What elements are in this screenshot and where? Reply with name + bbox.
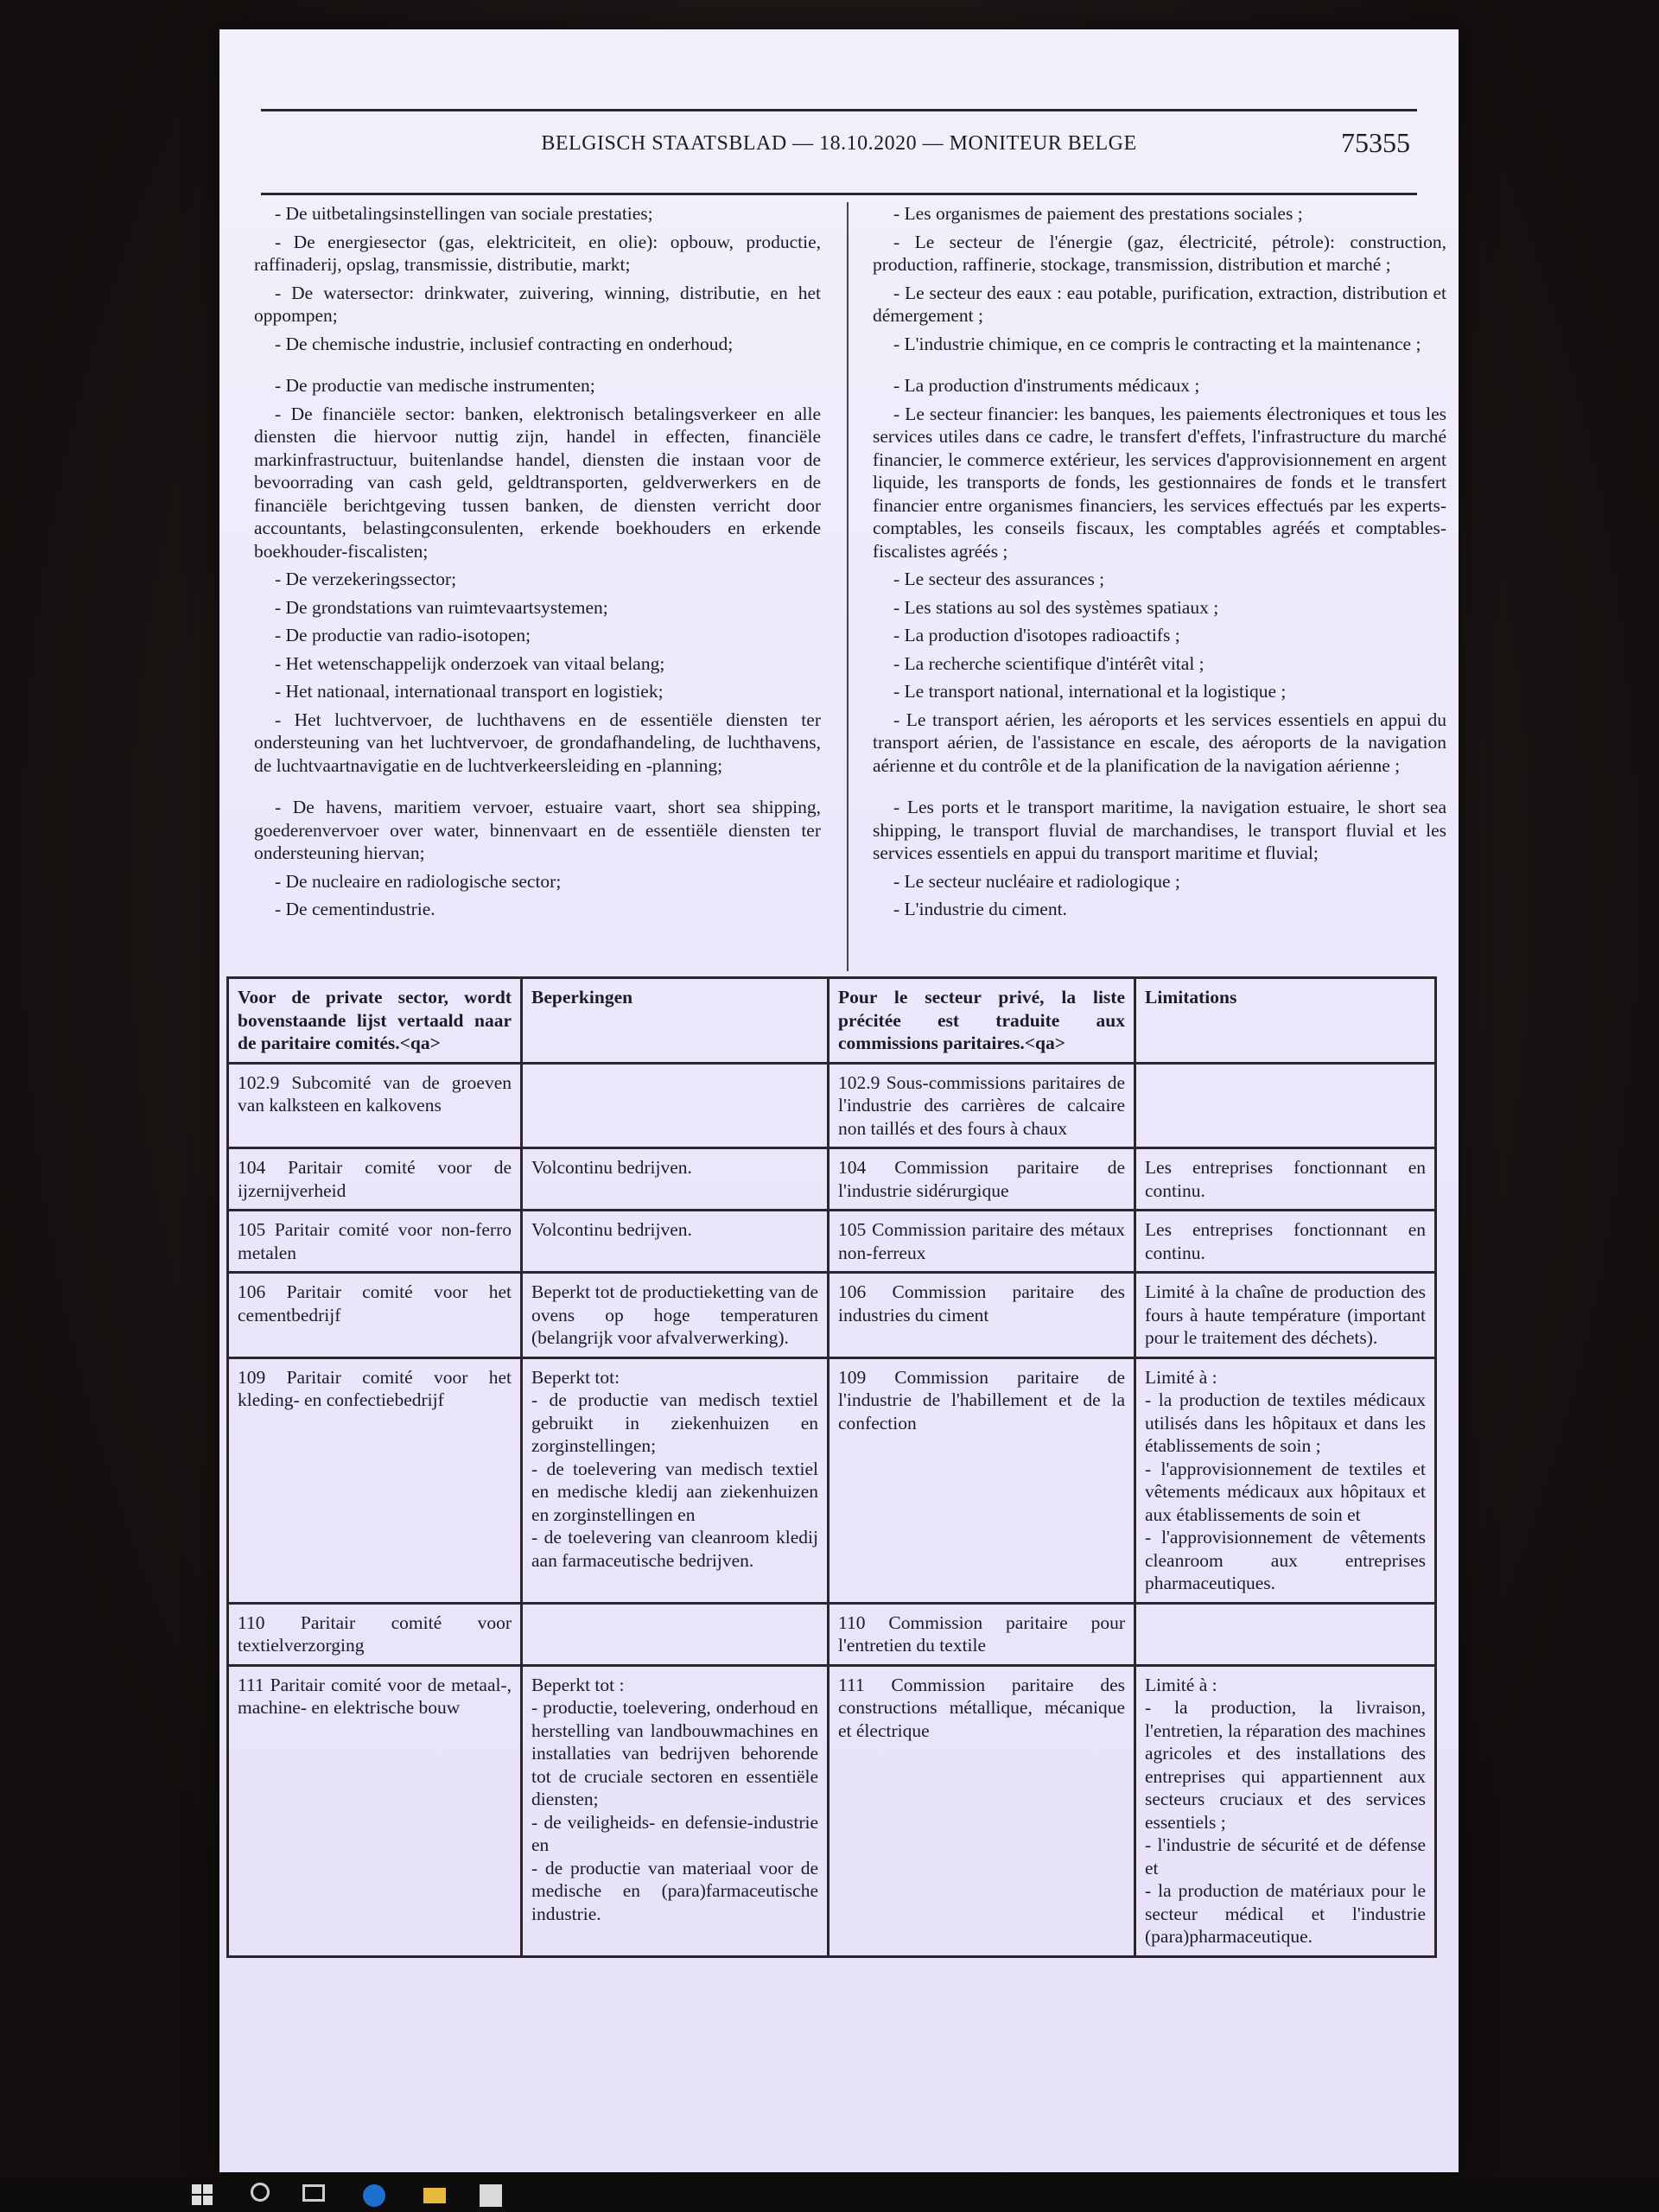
fr-limitation-cell-line: - la production de matériaux pour le secteur médical et l'industrie (para)pharmaceutique. (1145, 1880, 1426, 1947)
nl-committee-cell: 109 Paritair comité voor het kleding- en confectiebedrijf (228, 1357, 522, 1603)
table-row (228, 1273, 1436, 1358)
nl-limitation-cell (522, 1273, 829, 1358)
fr-limitation-cell-line: Limité à : (1145, 1674, 1217, 1695)
left_column-item: - Het luchtvervoer, de luchthavens en de essentiële diensten ter ondersteuning van het luchtvervoer, de grondafhandeling, de luchthavens, de luchtvaartnavigatie en de luchtverkeersleiding en -planning; (254, 709, 821, 776)
right_column-item: - Le secteur nucléaire et radiologique ; (893, 870, 1180, 892)
nl-committee-cell: 106 Paritair comité voor het cementbedrijf (228, 1273, 522, 1358)
fr-committee-cell: 110 Commission paritaire pour l'entretien du textile (829, 1603, 1135, 1665)
nl-limitation-cell-line: Volcontinu bedrijven. (531, 1157, 692, 1178)
fr-limitation-cell-line: - l'approvisionnement de textiles et vêtements médicaux aux hôpitaux et aux établissements de soin et (1145, 1458, 1426, 1525)
nl-limitation-cell (522, 1063, 829, 1148)
fr-limitation-cell-line: Limité à la chaîne de production des fours à haute température (important pour le traitement des déchets). (1145, 1281, 1426, 1348)
column-divider (847, 202, 849, 971)
left_column-item: - De energiesector (gas, elektriciteit, en olie): opbouw, productie, raffinaderij, opslag, transmissie, distributie, markt; (254, 231, 821, 275)
left_column-item: - De productie van radio-isotopen; (275, 625, 531, 645)
windows-start-icon[interactable] (192, 2184, 214, 2207)
app-icon[interactable] (480, 2184, 502, 2207)
fr-limitation-cell (1135, 1665, 1436, 1956)
nl-limitation-cell-line: Beperkt tot: (531, 1366, 620, 1388)
french-column (873, 202, 1446, 926)
left_column-item: - De grondstations van ruimtevaartsystemen; (275, 596, 608, 618)
right_column-item: - L'industrie du ciment. (893, 899, 1067, 919)
nl-limitation-cell-line: - productie, toelevering, onderhoud en herstelling van landbouwmachines en installaties van bedrijven behorende tot de cruciale sectoren en essentiële diensten; (531, 1697, 818, 1809)
taskbar (0, 2177, 1659, 2212)
right_column-item: - L'industrie chimique, en ce compris le contracting et la maintenance ; (893, 333, 1421, 354)
gazette-title: BELGISCH STAATSBLAD — 18.10.2020 — MONITEUR BELGE (541, 132, 1137, 155)
right_column-item: - Les ports et le transport maritime, la navigation estuaire, le short sea shipping, le transport fluvial de marchandises, le transport fluvial et les services essentiels en appui du transport maritime et fluvial; (873, 797, 1446, 863)
left_column-item: - De productie van medische instrumenten; (275, 375, 595, 396)
fr-committee-cell: 102.9 Sous-commissions paritaires de l'industrie des carrières de calcaire non taillés et des fours à chaux (829, 1063, 1135, 1148)
nl-limitation-cell (522, 1665, 829, 1956)
fr-limitation-cell (1135, 1148, 1436, 1211)
header-fr-sector: Pour le secteur privé, la liste précitée est traduite aux commissions paritaires.<qa> (829, 978, 1135, 1064)
left_column-item: - Het wetenschappelijk onderzoek van vitaal belang; (275, 652, 665, 674)
table-row (228, 1665, 1436, 1956)
left_column-item: - De havens, maritiem vervoer, estuaire vaart, short sea shipping, goederenvervoer over water, binnenvaart en de essentiële diensten ter ondersteuning hiervan; (254, 797, 821, 863)
right_column-item: - Le secteur des assurances ; (893, 569, 1105, 589)
table-row (228, 1063, 1436, 1148)
fr-limitation-cell (1135, 1273, 1436, 1358)
page-number: 75355 (1341, 127, 1410, 158)
right_column-item: - Le secteur des eaux : eau potable, purification, extraction, distribution et démergement ; (873, 282, 1446, 326)
fr-limitation-cell-line: Limité à : (1145, 1366, 1217, 1388)
header-nl-sector: Voor de private sector, wordt bovenstaande lijst vertaald naar de paritaire comités.<qa> (228, 978, 522, 1064)
table-row (228, 1148, 1436, 1211)
nl-limitation-cell-line: - de veiligheids- en defensie-industrie en (531, 1811, 818, 1855)
edge-browser-icon[interactable] (363, 2184, 385, 2207)
nl-limitation-cell-line: - de productie van medisch textiel gebruikt in ziekenhuizen en zorginstellingen; (531, 1389, 818, 1456)
fr-limitation-cell-line: Les entreprises fonctionnant en continu. (1145, 1219, 1426, 1263)
left_column-item: - De nucleaire en radiologische sector; (275, 870, 562, 892)
header-limitations: Limitations (1135, 978, 1436, 1064)
header-beperkingen: Beperkingen (522, 978, 829, 1064)
nl-limitation-cell-line: Volcontinu bedrijven. (531, 1219, 692, 1240)
right_column-item: - La recherche scientifique d'intérêt vital ; (893, 652, 1205, 674)
fr-limitation-cell-line: - l'approvisionnement de vêtements cleanroom aux entreprises pharmaceutiques. (1145, 1527, 1426, 1593)
right_column-item: - La production d'isotopes radioactifs ; (893, 625, 1180, 645)
nl-committee-cell: 111 Paritair comité voor de metaal-, machine- en elektrische bouw (228, 1665, 522, 1956)
fr-limitation-cell-line: - la production, la livraison, l'entretien, la réparation des machines agricoles et des installations des entreprises qui appartiennent aux secteurs cruciaux et des services essentiels ; (1145, 1697, 1426, 1833)
nl-committee-cell: 110 Paritair comité voor textielverzorging (228, 1603, 522, 1665)
nl-limitation-cell-line: - de productie van materiaal voor de medische en (para)farmaceutische industrie. (531, 1857, 818, 1924)
fr-limitation-cell (1135, 1603, 1436, 1665)
nl-limitation-cell (522, 1603, 829, 1665)
nl-limitation-cell-line: - de toelevering van cleanroom kledij aan farmaceutische bedrijven. (531, 1527, 818, 1571)
table-row (228, 1603, 1436, 1665)
nl-limitation-cell (522, 1357, 829, 1603)
nl-limitation-cell (522, 1148, 829, 1211)
left_column-item: - Het nationaal, internationaal transport en logistiek; (275, 681, 664, 702)
task-view-icon[interactable] (302, 2184, 325, 2202)
right_column-item: - Le secteur de l'énergie (gaz, électricité, pétrole): construction, production, raffinerie, stockage, transmission, distribution et marché ; (873, 231, 1446, 275)
nl-committee-cell: 105 Paritair comité voor non-ferro metalen (228, 1211, 522, 1273)
nl-committee-cell: 104 Paritair comité voor de ijzernijverheid (228, 1148, 522, 1211)
left_column-item: - De financiële sector: banken, elektronisch betalingsverkeer en alle diensten die hiervoor nuttig zijn, handel in effecten, financiële markinfrastructuur, buitenlandse handel, diensten die instaan voor de bevoorrading van cash geld, geldtransporten, geldverwerkers en de financiële berichtgeving tussen banken, de diensten verricht door accountants, belastingconsulenten, erkende boekhouders en erkende boekhouder-fiscalisten; (254, 403, 821, 562)
right_column-item: - La production d'instruments médicaux ; (893, 375, 1200, 396)
right_column-item: - Les stations au sol des systèmes spatiaux ; (893, 596, 1219, 618)
bilingual-columns (254, 202, 1446, 980)
file-explorer-icon[interactable] (423, 2188, 446, 2203)
search-icon[interactable] (251, 2183, 270, 2202)
left_column-item: - De cementindustrie. (275, 899, 435, 919)
left_column-item: - De verzekeringssector; (275, 569, 457, 589)
nl-limitation-cell-line: Beperkt tot : (531, 1674, 625, 1695)
fr-limitation-cell (1135, 1063, 1436, 1148)
fr-limitation-cell-line: - la production de textiles médicaux utilisés dans les hôpitaux et dans les établissements de soin ; (1145, 1389, 1426, 1456)
right_column-item: - Les organismes de paiement des prestations sociales ; (893, 203, 1303, 224)
paritair-comite-table (226, 976, 1437, 1958)
fr-limitation-cell (1135, 1211, 1436, 1273)
dutch-column (254, 202, 821, 926)
document-page (219, 29, 1459, 2172)
fr-committee-cell: 109 Commission paritaire de l'industrie de l'habillement et de la confection (829, 1357, 1135, 1603)
left_column-item: - De chemische industrie, inclusief contracting en onderhoud; (275, 333, 734, 354)
nl-limitation-cell-line: - de toelevering van medisch textiel en medische kledij aan ziekenhuizen en zorginstellingen en (531, 1458, 818, 1525)
left_column-item: - De uitbetalingsinstellingen van sociale prestaties; (275, 203, 653, 224)
fr-committee-cell: 106 Commission paritaire des industries du ciment (829, 1273, 1135, 1358)
fr-committee-cell: 111 Commission paritaire des constructions métallique, mécanique et électrique (829, 1665, 1135, 1956)
nl-limitation-cell (522, 1211, 829, 1273)
fr-committee-cell: 105 Commission paritaire des métaux non-ferreux (829, 1211, 1135, 1273)
table-header-row (228, 978, 1436, 1064)
right_column-item: - Le secteur financier: les banques, les paiements électroniques et tous les services utiles dans ce cadre, le transfert d'effets, l'infrastructure du marché financier, le commerce extérieur, les services d'approvisionnement en argent liquide, les transports de fonds, les gestionnaires de fonds et le transfert financier entre organismes financiers, les services effectués par les experts-comptables, les conseils fiscaux, les comptables agréés et comptables-fiscalistes agréés ; (873, 403, 1446, 562)
fr-committee-cell: 104 Commission paritaire de l'industrie sidérurgique (829, 1148, 1135, 1211)
table-row (228, 1211, 1436, 1273)
nl-limitation-cell-line: Beperkt tot de productieketting van de ovens op hoge temperaturen (belangrijk voor afvalverwerking). (531, 1281, 818, 1348)
right_column-item: - Le transport aérien, les aéroports et les services essentiels en appui du transport aérien, de l'assistance en escale, des aéroports de la navigation aérienne et du contrôle et de la planification de la navigation aérienne ; (873, 709, 1446, 776)
fr-limitation-cell-line: - l'industrie de sécurité et de défense et (1145, 1834, 1426, 1878)
fr-limitation-cell (1135, 1357, 1436, 1603)
right_column-item: - Le transport national, international et la logistique ; (893, 681, 1287, 702)
table-row (228, 1357, 1436, 1603)
left_column-item: - De watersector: drinkwater, zuivering, winning, distributie, en het oppompen; (254, 282, 821, 326)
fr-limitation-cell-line: Les entreprises fonctionnant en continu. (1145, 1157, 1426, 1201)
nl-committee-cell: 102.9 Subcomité van de groeven van kalksteen en kalkovens (228, 1063, 522, 1148)
page-header (261, 109, 1417, 195)
